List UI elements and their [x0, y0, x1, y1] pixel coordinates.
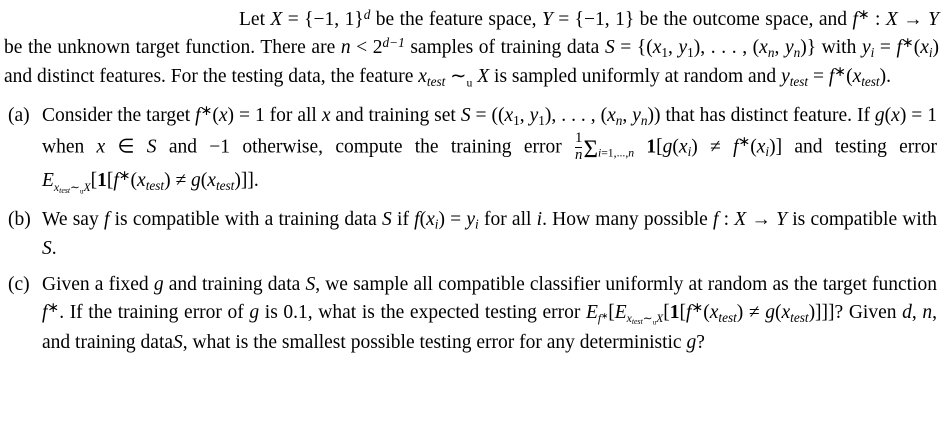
intro-paragraph: Let X = {−1, 1}$^d$ be the feature space, Y = {−1, 1} be the outcome space, and f∗ : X → Y be the unknown target function. There are $n < 2^{d-1}$ samples of training data S = {(x1, y1), . . . , ($x_n$, $y_n$)} with $y_i = f^∗(x_i)$ and distinct features. For the testing data, the feature $x_{test}$ $\sim_u$ X is sampled uniformly at random and $y_{test} = f^∗(x_{test})$.	[4, 7, 940, 89]
item-label-c: (c)	[8, 274, 30, 296]
item-body-a: Consider the target f∗(x) = 1 for all x and training set S = ((x1, y1), . . . , ($x_n$, $y_n$)) that has distinct feature. If g(x) = 1 when x ∈ S and −1 otherwise, compute the training error $\frac{1}{n}$ $\Sigma_{i=1,...,n}$ $1[g(x_i) \ne f^∗(x_i)]$ and testing error $E_{x_{test}\sim_uX}[1[f^∗(x_{test}) \ne g(x_{test})]]$.	[42, 103, 938, 196]
item-body-b: We say f is compatible with a training data S if $f(x_i) = y_i$ for all i. How many possible f : X → Y is compatible with S.	[42, 209, 938, 259]
list-item	[8, 271, 937, 356]
document-page	[0, 6, 947, 427]
problem-list	[0, 102, 947, 356]
item-label-b: (b)	[8, 209, 31, 231]
item-body-c: Given a fixed g and training data S, we sample all compatible classifier uniformly at random as the target function f∗. If the training error of g is 0.1, what is the expected testing error $E_{f^∗}[E_{x_{test}\sim_uX}[1[f^∗(x_{test}) \ne g(x_{test})]]]$? Given d, n, and training dataS, what is the smallest possible testing error for any deterministic g?	[42, 274, 937, 353]
list-item	[8, 206, 937, 262]
list-item	[8, 102, 937, 197]
item-label-a: (a)	[8, 105, 30, 127]
